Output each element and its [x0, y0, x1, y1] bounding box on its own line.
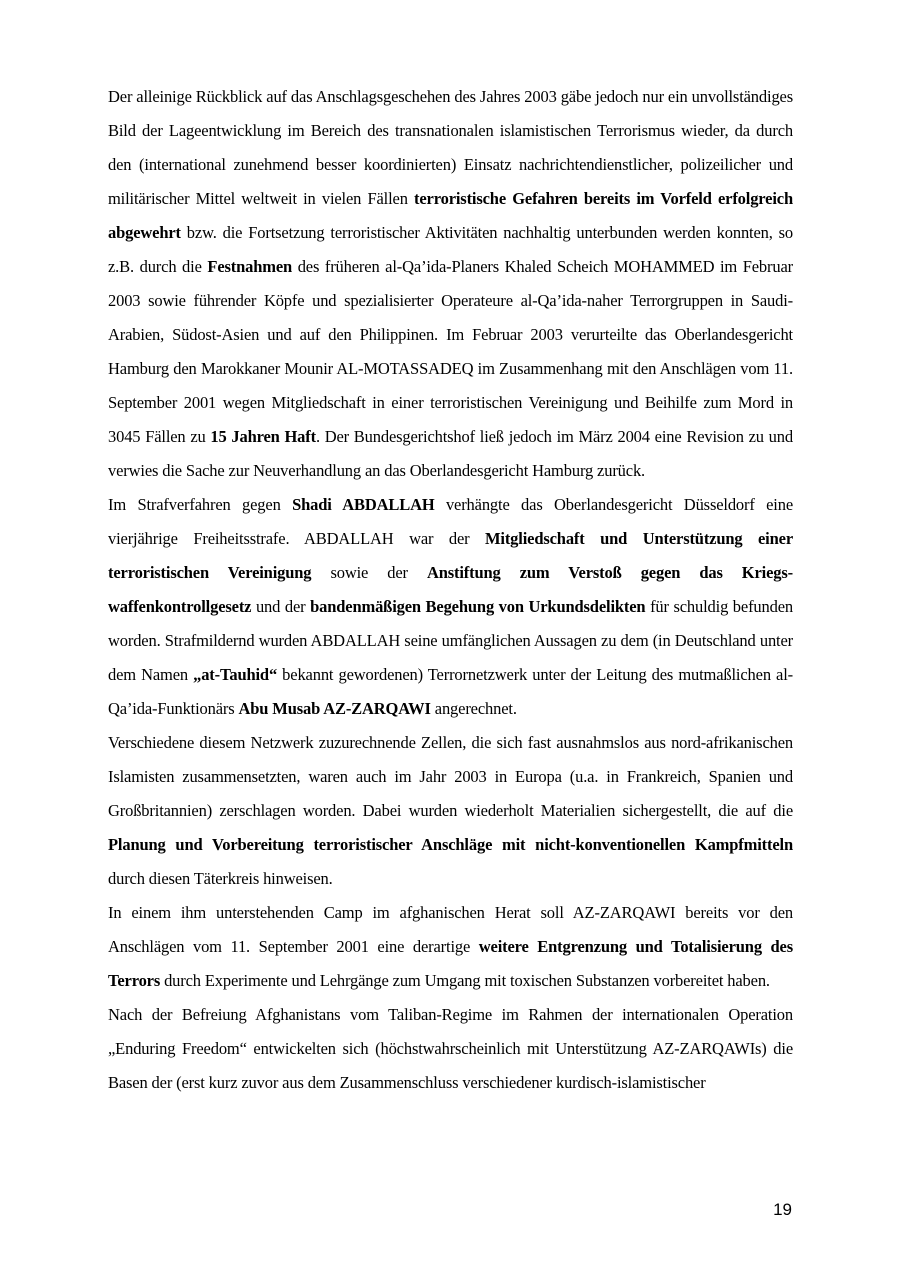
text-run: sowie der: [311, 563, 427, 582]
bold-text-run: Festnahmen: [207, 257, 293, 276]
bold-text-run: Planung und Vorbereitung terroristischer Anschläge mit nicht-konventionellen Kampfmitteln: [108, 835, 793, 854]
bold-text-run: weitere Entgrenzung und Totalisierung des Terrors: [108, 937, 793, 990]
text-run: Verschiedene diesem Netzwerk zuzurechnende Zellen, die sich fast ausnahmslos aus nord-afrikanischen Islamisten zusammensetzten, waren auch im Jahr 2003 in Europa (u.a. in Frankreich, Spanien und Großbritannien) zerschlagen worden. Dabei wurden wiederholt Materialien sichergestellt, die auf die: [108, 733, 793, 820]
text-run: . Der Bundesgerichtshof ließ jedoch im März 2004 eine Revision zu und verwies die Sache zur Neuverhandlung an das Oberlandesgericht Hamburg zurück.: [108, 427, 793, 480]
text-run: bzw. die Fortsetzung terroristischer Aktivitäten nachhaltig unterbunden werden konnten, so z.B. durch die: [108, 223, 793, 276]
text-run: bekannt gewordenen) Terrornetzwerk unter der Leitung des mutmaßlichen al-Qa’ida-Funktionärs: [108, 665, 793, 718]
paragraph: [108, 896, 793, 998]
bold-text-run: Anstiftung zum Verstoß gegen das Kriegs-waffenkontrollgesetz: [108, 563, 793, 616]
bold-text-run: „at-Tauhid“: [193, 665, 278, 684]
paragraph: [108, 488, 793, 726]
bold-text-run: Mitgliedschaft und Unterstützung einer terroristischen Vereinigung: [108, 529, 793, 582]
paragraph: [108, 998, 793, 1100]
text-run: Nach der Befreiung Afghanistans vom Taliban-Regime im Rahmen der internationalen Operation „Enduring Freedom“ entwickelten sich (höchstwahrscheinlich mit Unterstützung AZ-ZARQAWIs) die Basen der (erst kurz zuvor aus dem Zusammenschluss verschiedener kurdisch-islamistischer: [108, 1005, 793, 1092]
bold-text-run: bandenmäßigen Begehung von Urkundsdelikten: [310, 597, 646, 616]
text-run: verhängte das Oberlandesgericht Düsseldorf eine vierjährige Freiheitsstrafe. ABDALLAH war der: [108, 495, 794, 548]
text-run: durch Experimente und Lehrgänge zum Umgang mit toxischen Substanzen vorbereitet haben.: [160, 971, 770, 990]
bold-text-run: terroristische Gefahren bereits im Vorfeld erfolgreich abgewehrt: [108, 189, 793, 242]
bold-text-run: Shadi ABDALLAH: [292, 495, 435, 514]
paragraph: [108, 726, 793, 896]
page-number: 19: [773, 1200, 792, 1219]
body-text: [108, 80, 793, 1100]
bold-text-run: Abu Musab AZ-ZARQAWI: [238, 699, 431, 718]
bold-text-run: 15 Jahren Haft: [210, 427, 316, 446]
text-run: des früheren al-Qa’ida-Planers Khaled Scheich MOHAMMED im Februar 2003 sowie führender Köpfe und spezialisierter Operateure al-Qa’ida-naher Terrorgruppen in Saudi-Arabien, Südost-Asien und auf den Philippinen. Im Februar 2003 verurteilte das Oberlandesgericht Hamburg den Marokkaner Mounir AL-MOTASSADEQ im Zusammenhang mit den Anschlägen vom 11. September 2001 wegen Mitgliedschaft in einer terroristischen Vereinigung und Beihilfe zum Mord in 3045 Fällen zu: [108, 257, 793, 446]
text-run: In einem ihm unterstehenden Camp im afghanischen Herat soll AZ-ZARQAWI bereits vor den Anschlägen vom 11. September 2001 eine derartige: [108, 903, 793, 956]
text-run: für schuldig befunden worden. Strafmildernd wurden ABDALLAH seine umfänglichen Aussagen zu dem (in Deutschland unter dem Namen: [108, 597, 793, 684]
text-run: Der alleinige Rückblick auf das Anschlagsgeschehen des Jahres 2003 gäbe jedoch nur ein unvollständiges Bild der Lageentwicklung im Bereich des transnationalen islamistischen Terrorismus wieder, da durch den (international zunehmend besser koordinierten) Einsatz nachrichtendienstlicher, polizeilicher und militärischer Mittel weltweit in vielen Fällen: [108, 87, 793, 208]
text-run: durch diesen Täterkreis hinweisen.: [108, 869, 333, 888]
paragraph: [108, 80, 793, 488]
text-run: und der: [251, 597, 311, 616]
text-run: angerechnet.: [430, 699, 517, 718]
text-run: Im Strafverfahren gegen: [108, 495, 293, 514]
